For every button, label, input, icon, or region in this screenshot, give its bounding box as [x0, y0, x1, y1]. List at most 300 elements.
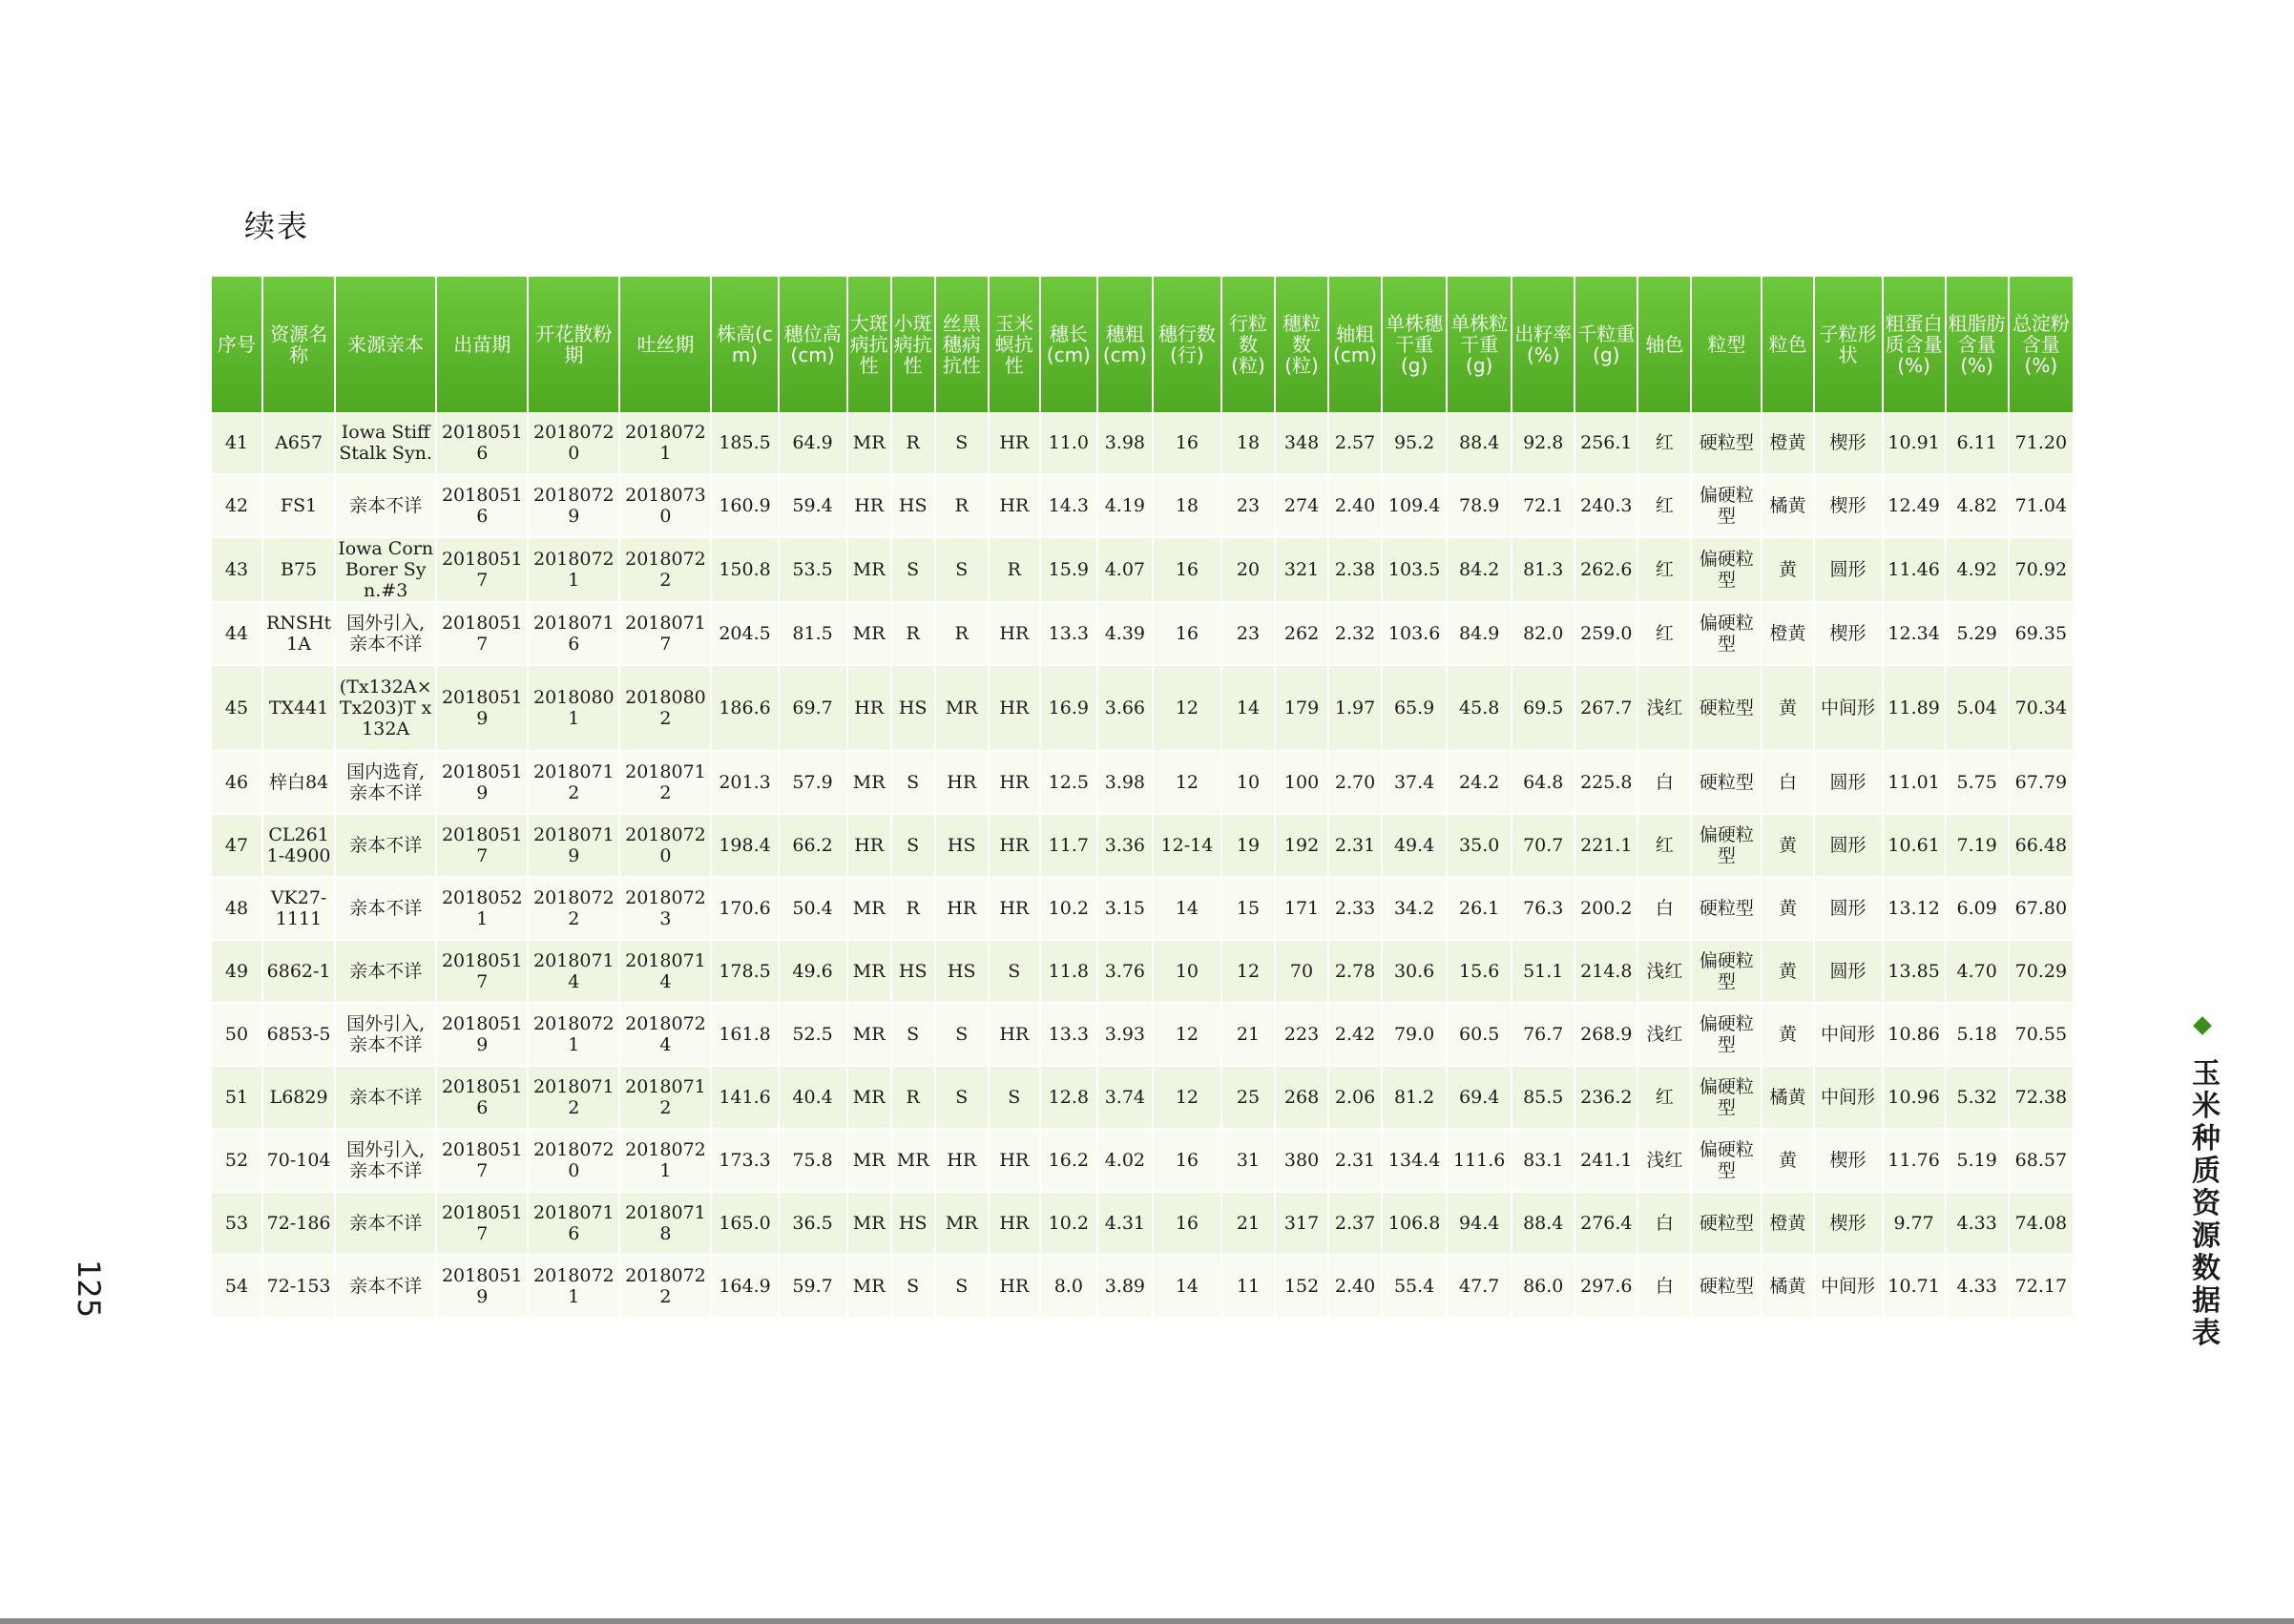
column-header: 序号 — [212, 277, 263, 412]
table-cell: 50 — [212, 1004, 263, 1067]
table-cell: 12.5 — [1041, 752, 1098, 815]
table-cell: 10.71 — [1884, 1256, 1947, 1319]
table-cell: B75 — [263, 538, 336, 603]
column-header: 总淀粉含量(%) — [2010, 277, 2073, 412]
table-cell: 81.5 — [780, 603, 848, 666]
table-cell: 34.2 — [1383, 878, 1448, 941]
table-cell: 20180724 — [620, 1004, 712, 1067]
table-cell: 20180718 — [620, 1193, 712, 1256]
table-cell: 6853-5 — [263, 1004, 336, 1067]
table-cell: 165.0 — [712, 1193, 779, 1256]
table-cell: 21 — [1222, 1004, 1276, 1067]
table-cell: 10.86 — [1884, 1004, 1947, 1067]
table-cell: 81.2 — [1383, 1067, 1448, 1130]
table-cell: 111.6 — [1448, 1130, 1512, 1193]
table-cell: 20180801 — [529, 666, 620, 752]
table-cell: R — [892, 878, 936, 941]
table-cell: 20180712 — [620, 1067, 712, 1130]
table-cell: 164.9 — [712, 1256, 779, 1319]
table-row — [212, 1004, 2073, 1067]
table-cell: FS1 — [263, 475, 336, 538]
table-cell: 2.40 — [1329, 475, 1383, 538]
table-row — [212, 878, 2073, 941]
table-cell: 46 — [212, 752, 263, 815]
table-cell: 70.29 — [2010, 941, 2073, 1004]
table-cell: 14 — [1154, 878, 1222, 941]
table-cell: 20180729 — [529, 475, 620, 538]
table-cell: 亲本不详 — [336, 1067, 437, 1130]
side-title — [2181, 1019, 2223, 1349]
table-row — [212, 412, 2073, 475]
table-cell: 14.3 — [1041, 475, 1098, 538]
column-header: 轴色 — [1638, 277, 1692, 412]
table-cell: 70.92 — [2010, 538, 2073, 603]
table-cell: HR — [990, 878, 1041, 941]
table-cell: 161.8 — [712, 1004, 779, 1067]
table-cell: 192 — [1276, 815, 1329, 878]
table-cell: HR — [848, 475, 892, 538]
column-header: 开花散粉期 — [529, 277, 620, 412]
table-cell: 白 — [1638, 752, 1692, 815]
table-cell: 2.06 — [1329, 1067, 1383, 1130]
table-cell: HS — [936, 941, 990, 1004]
table-cell: 4.70 — [1947, 941, 2010, 1004]
column-header: 穗位高(cm) — [780, 277, 848, 412]
table-cell: 150.8 — [712, 538, 779, 603]
table-cell: 18 — [1154, 475, 1222, 538]
table-cell: 66.2 — [780, 815, 848, 878]
table-cell: 11.0 — [1041, 412, 1098, 475]
table-cell: 11.8 — [1041, 941, 1098, 1004]
table-cell: S — [892, 815, 936, 878]
table-cell: R — [936, 603, 990, 666]
table-cell: S — [936, 412, 990, 475]
table-cell: 黄 — [1762, 878, 1814, 941]
table-cell: MR — [936, 666, 990, 752]
table-cell: 23 — [1222, 603, 1276, 666]
table-cell: 亲本不详 — [336, 1193, 437, 1256]
table-cell: 20180519 — [437, 666, 529, 752]
table-cell: 亲本不详 — [336, 1256, 437, 1319]
table-cell: 3.66 — [1098, 666, 1154, 752]
column-header: 行粒数(粒) — [1222, 277, 1276, 412]
table-cell: S — [892, 752, 936, 815]
table-cell: 8.0 — [1041, 1256, 1098, 1319]
table-cell: (Tx132A×Tx203)T x132A — [336, 666, 437, 752]
table-cell: 4.33 — [1947, 1193, 2010, 1256]
table-cell: R — [892, 412, 936, 475]
table-cell: 160.9 — [712, 475, 779, 538]
table-cell: 79.0 — [1383, 1004, 1448, 1067]
table-cell: 72.1 — [1512, 475, 1575, 538]
diamond-icon — [2193, 1016, 2212, 1035]
table-cell: 18 — [1222, 412, 1276, 475]
table-cell: 20180714 — [620, 941, 712, 1004]
column-header: 单株穗干重(g) — [1383, 277, 1448, 412]
table-cell: 109.4 — [1383, 475, 1448, 538]
table-cell: 亲本不详 — [336, 475, 437, 538]
table-cell: 100 — [1276, 752, 1329, 815]
table-cell: S — [892, 1004, 936, 1067]
table-cell: 88.4 — [1448, 412, 1512, 475]
table-cell: 106.8 — [1383, 1193, 1448, 1256]
table-cell: 偏硬粒型 — [1692, 941, 1762, 1004]
table-cell: 262.6 — [1575, 538, 1638, 603]
table-cell: 12 — [1222, 941, 1276, 1004]
table-cell: 20180721 — [529, 538, 620, 603]
table-cell: MR — [848, 538, 892, 603]
table-cell: 70-104 — [263, 1130, 336, 1193]
table-cell: 45.8 — [1448, 666, 1512, 752]
column-header: 穗粗(cm) — [1098, 277, 1154, 412]
table-cell: 35.0 — [1448, 815, 1512, 878]
table-cell: 黄 — [1762, 941, 1814, 1004]
column-header: 穗长(cm) — [1041, 277, 1098, 412]
table-cell: S — [936, 1067, 990, 1130]
table-cell: 圆形 — [1815, 878, 1884, 941]
table-cell: 70.55 — [2010, 1004, 2073, 1067]
table-cell: 黄 — [1762, 666, 1814, 752]
table-cell: 256.1 — [1575, 412, 1638, 475]
table-cell: 浅红 — [1638, 941, 1692, 1004]
table-cell: MR — [848, 1256, 892, 1319]
table-cell: HR — [936, 878, 990, 941]
table-cell: 3.36 — [1098, 815, 1154, 878]
table-cell: 134.4 — [1383, 1130, 1448, 1193]
table-cell: 20180730 — [620, 475, 712, 538]
table-cell: 圆形 — [1815, 815, 1884, 878]
column-header: 资源名称 — [263, 277, 336, 412]
table-cell: 57.9 — [780, 752, 848, 815]
table-cell: 55.4 — [1383, 1256, 1448, 1319]
table-cell: 偏硬粒型 — [1692, 1004, 1762, 1067]
table-cell: 浅红 — [1638, 666, 1692, 752]
table-cell: HR — [848, 666, 892, 752]
table-cell: MR — [848, 412, 892, 475]
column-header: 粗蛋白质含量(%) — [1884, 277, 1947, 412]
table-cell: 13.3 — [1041, 603, 1098, 666]
table-cell: 2.40 — [1329, 1256, 1383, 1319]
table-cell: 20180722 — [529, 878, 620, 941]
table-cell: 15 — [1222, 878, 1276, 941]
table-cell: 圆形 — [1815, 752, 1884, 815]
table-cell: MR — [848, 941, 892, 1004]
table-cell: MR — [848, 1130, 892, 1193]
table-cell: S — [892, 538, 936, 603]
column-header: 大斑病抗性 — [848, 277, 892, 412]
column-header: 出籽率(%) — [1512, 277, 1575, 412]
table-cell: 225.8 — [1575, 752, 1638, 815]
table-cell: 11.76 — [1884, 1130, 1947, 1193]
table-cell: 51.1 — [1512, 941, 1575, 1004]
column-header: 吐丝期 — [620, 277, 712, 412]
table-cell: HR — [936, 1130, 990, 1193]
table-cell: MR — [848, 1004, 892, 1067]
table-row — [212, 1193, 2073, 1256]
table-cell: A657 — [263, 412, 336, 475]
table-cell: 74.08 — [2010, 1193, 2073, 1256]
table-cell: 国外引入,亲本不详 — [336, 1004, 437, 1067]
table-cell: 48 — [212, 878, 263, 941]
table-cell: 圆形 — [1815, 941, 1884, 1004]
header-row — [212, 277, 2073, 412]
table-cell: 221.1 — [1575, 815, 1638, 878]
table-cell: 12 — [1154, 1004, 1222, 1067]
table-cell: 楔形 — [1815, 603, 1884, 666]
table-cell: HR — [990, 412, 1041, 475]
table-cell: 10.61 — [1884, 815, 1947, 878]
table-cell: 178.5 — [712, 941, 779, 1004]
table-cell: 2.37 — [1329, 1193, 1383, 1256]
column-header: 丝黑穗病抗性 — [936, 277, 990, 412]
table-cell: 84.2 — [1448, 538, 1512, 603]
table-cell: 12-14 — [1154, 815, 1222, 878]
table-cell: 20180723 — [620, 878, 712, 941]
table-cell: 78.9 — [1448, 475, 1512, 538]
table-cell: HR — [990, 1004, 1041, 1067]
table-cell: 69.4 — [1448, 1067, 1512, 1130]
table-cell: 7.19 — [1947, 815, 2010, 878]
page-number: 125 — [71, 1260, 107, 1319]
table-cell: 浅红 — [1638, 1004, 1692, 1067]
table-cell: 72-186 — [263, 1193, 336, 1256]
table-cell: 红 — [1638, 538, 1692, 603]
table-cell: 14 — [1222, 666, 1276, 752]
table-cell: 2.42 — [1329, 1004, 1383, 1067]
table-cell: 硬粒型 — [1692, 1256, 1762, 1319]
corn-germplasm-table — [212, 277, 2073, 1319]
table-cell: 偏硬粒型 — [1692, 603, 1762, 666]
table-cell: 12 — [1154, 752, 1222, 815]
table-cell: MR — [848, 1067, 892, 1130]
table-cell: HR — [990, 815, 1041, 878]
table-cell: 60.5 — [1448, 1004, 1512, 1067]
table-cell: 3.76 — [1098, 941, 1154, 1004]
table-cell: 6.11 — [1947, 412, 2010, 475]
table-cell: 5.19 — [1947, 1130, 2010, 1193]
table-cell: 268.9 — [1575, 1004, 1638, 1067]
table-cell: 11.89 — [1884, 666, 1947, 752]
table-cell: MR — [848, 752, 892, 815]
table-cell: 偏硬粒型 — [1692, 1067, 1762, 1130]
table-cell: 中间形 — [1815, 1067, 1884, 1130]
table-cell: 317 — [1276, 1193, 1329, 1256]
table-cell: 20180521 — [437, 878, 529, 941]
table-cell: 20180720 — [529, 1130, 620, 1193]
table-cell: 259.0 — [1575, 603, 1638, 666]
table-cell: 88.4 — [1512, 1193, 1575, 1256]
table-cell: 白 — [1638, 878, 1692, 941]
table-cell: 65.9 — [1383, 666, 1448, 752]
column-header: 子粒形状 — [1815, 277, 1884, 412]
table-cell: 16 — [1154, 1130, 1222, 1193]
table-cell: 45 — [212, 666, 263, 752]
table-cell: 49.6 — [780, 941, 848, 1004]
table-cell: 10 — [1222, 752, 1276, 815]
table-cell: 171 — [1276, 878, 1329, 941]
table-cell: 186.6 — [712, 666, 779, 752]
table-cell: 橘黄 — [1762, 475, 1814, 538]
table-cell: 30.6 — [1383, 941, 1448, 1004]
table-cell: 76.7 — [1512, 1004, 1575, 1067]
table-cell: 179 — [1276, 666, 1329, 752]
table-cell: 72.17 — [2010, 1256, 2073, 1319]
table-cell: 16 — [1154, 412, 1222, 475]
table-cell: 黄 — [1762, 1004, 1814, 1067]
table-cell: S — [892, 1256, 936, 1319]
table-cell: 4.02 — [1098, 1130, 1154, 1193]
table-cell: MR — [848, 878, 892, 941]
table-cell: 71.20 — [2010, 412, 2073, 475]
column-header: 穗行数(行) — [1154, 277, 1222, 412]
table-cell: 11.46 — [1884, 538, 1947, 603]
table-cell: 185.5 — [712, 412, 779, 475]
table-cell: 72-153 — [263, 1256, 336, 1319]
table-cell: 54 — [212, 1256, 263, 1319]
table-cell: 2.32 — [1329, 603, 1383, 666]
table-cell: 103.5 — [1383, 538, 1448, 603]
table-cell: 3.98 — [1098, 752, 1154, 815]
table-cell: 12.8 — [1041, 1067, 1098, 1130]
table-cell: 红 — [1638, 1067, 1692, 1130]
table-cell: 硬粒型 — [1692, 1193, 1762, 1256]
table-cell: 4.39 — [1098, 603, 1154, 666]
table-cell: 92.8 — [1512, 412, 1575, 475]
table-cell: 70.7 — [1512, 815, 1575, 878]
table-cell: 6862-1 — [263, 941, 336, 1004]
table-cell: 国外引入,亲本不详 — [336, 1130, 437, 1193]
table-cell: 44 — [212, 603, 263, 666]
table-cell: 201.3 — [712, 752, 779, 815]
table-cell: MR — [892, 1130, 936, 1193]
table-cell: R — [892, 603, 936, 666]
table-cell: CL2611-4900 — [263, 815, 336, 878]
table-cell: TX441 — [263, 666, 336, 752]
table-cell: S — [936, 538, 990, 603]
side-title-text: 玉米种质资源数据表 — [2186, 1057, 2220, 1350]
table-cell: 20180517 — [437, 1193, 529, 1256]
table-cell: 20180722 — [620, 538, 712, 603]
table-cell: R — [892, 1067, 936, 1130]
table-cell: 53.5 — [780, 538, 848, 603]
table-cell: 21 — [1222, 1193, 1276, 1256]
table-cell: 黄 — [1762, 815, 1814, 878]
table-cell: 红 — [1638, 412, 1692, 475]
table-row — [212, 1256, 2073, 1319]
column-header: 来源亲本 — [336, 277, 437, 412]
table-cell: 198.4 — [712, 815, 779, 878]
table-cell: 20180519 — [437, 1004, 529, 1067]
table-cell: MR — [848, 603, 892, 666]
table-cell: 中间形 — [1815, 666, 1884, 752]
table-cell: 12.49 — [1884, 475, 1947, 538]
table-cell: 49 — [212, 941, 263, 1004]
table-cell: 240.3 — [1575, 475, 1638, 538]
table-cell: 20180516 — [437, 1067, 529, 1130]
table-cell: R — [990, 538, 1041, 603]
table-cell: 20180719 — [529, 815, 620, 878]
table-cell: 59.7 — [780, 1256, 848, 1319]
table-cell: 82.0 — [1512, 603, 1575, 666]
table-cell: 262 — [1276, 603, 1329, 666]
table-cell: 圆形 — [1815, 538, 1884, 603]
table-cell: HS — [892, 941, 936, 1004]
table-cell: 200.2 — [1575, 878, 1638, 941]
table-cell: 国外引入,亲本不详 — [336, 603, 437, 666]
table-cell: HR — [990, 1193, 1041, 1256]
table-cell: 3.98 — [1098, 412, 1154, 475]
table-cell: 19 — [1222, 815, 1276, 878]
table-cell: 20 — [1222, 538, 1276, 603]
table-cell: 20180517 — [437, 941, 529, 1004]
table-cell: 10.91 — [1884, 412, 1947, 475]
table-cell: 321 — [1276, 538, 1329, 603]
table-cell: 40.4 — [780, 1067, 848, 1130]
table-cell: 10.2 — [1041, 878, 1098, 941]
table-cell: 59.4 — [780, 475, 848, 538]
table-cell: 236.2 — [1575, 1067, 1638, 1130]
table-cell: 20180712 — [620, 752, 712, 815]
bottom-rule — [0, 1618, 2294, 1624]
table-cell: 20180519 — [437, 1256, 529, 1319]
table-cell: 2.57 — [1329, 412, 1383, 475]
table-cell: 20180720 — [529, 412, 620, 475]
table-cell: 20180716 — [529, 1193, 620, 1256]
table-cell: 10.2 — [1041, 1193, 1098, 1256]
table-cell: 72.38 — [2010, 1067, 2073, 1130]
table-cell: S — [990, 1067, 1041, 1130]
table-row — [212, 941, 2073, 1004]
table-cell: 268 — [1276, 1067, 1329, 1130]
table-cell: 橙黄 — [1762, 412, 1814, 475]
table-cell: HS — [892, 666, 936, 752]
table-cell: 214.8 — [1575, 941, 1638, 1004]
table-cell: HS — [936, 815, 990, 878]
table-cell: 楔形 — [1815, 1130, 1884, 1193]
table-cell: MR — [936, 1193, 990, 1256]
table-cell: 31 — [1222, 1130, 1276, 1193]
table-cell: R — [936, 475, 990, 538]
table-cell: 11 — [1222, 1256, 1276, 1319]
table-cell: 52 — [212, 1130, 263, 1193]
table-cell: 66.48 — [2010, 815, 2073, 878]
table-cell: RNSHt1A — [263, 603, 336, 666]
table-cell: 12.34 — [1884, 603, 1947, 666]
table-cell: 橙黄 — [1762, 603, 1814, 666]
table-cell: 白 — [1762, 752, 1814, 815]
table-cell: 20180714 — [529, 941, 620, 1004]
table-cell: 20180722 — [620, 1256, 712, 1319]
table-cell: 12 — [1154, 666, 1222, 752]
table-cell: 16 — [1154, 1193, 1222, 1256]
table-cell: 楔形 — [1815, 1193, 1884, 1256]
table-cell: 41 — [212, 412, 263, 475]
table-cell: 硬粒型 — [1692, 666, 1762, 752]
table-cell: 36.5 — [780, 1193, 848, 1256]
table-cell: 12 — [1154, 1067, 1222, 1130]
table-cell: 42 — [212, 475, 263, 538]
table-cell: 白 — [1638, 1193, 1692, 1256]
table-cell: 173.3 — [712, 1130, 779, 1193]
table-cell: 20180716 — [529, 603, 620, 666]
table-cell: 20180712 — [529, 752, 620, 815]
table-cell: 20180721 — [620, 412, 712, 475]
table-cell: 楔形 — [1815, 412, 1884, 475]
table-cell: 348 — [1276, 412, 1329, 475]
table-cell: 梓白84 — [263, 752, 336, 815]
table-cell: 10.96 — [1884, 1067, 1947, 1130]
table-cell: 4.33 — [1947, 1256, 2010, 1319]
